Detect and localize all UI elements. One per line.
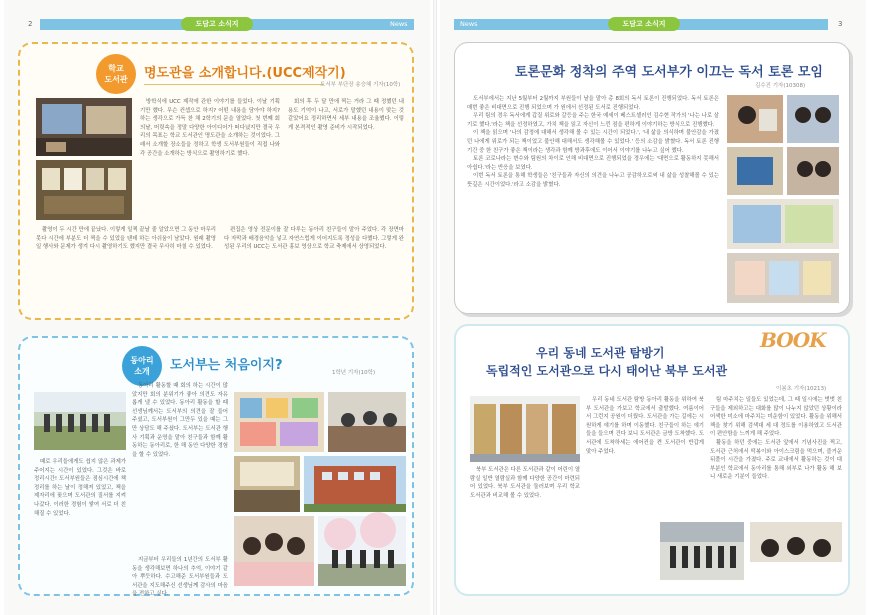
article-ucc [18, 42, 414, 320]
article-body-top [132, 382, 228, 552]
paragraph: 이 책을 읽으며 '나의 감정에 대해서 생각해 볼 수 있는 시간이 되었다.', '내 삶을 의식하며 불안감을 가졌던 나에게 위로가 되는 책이었고 불안해 대해서도 생각해볼 수 있었다.' 등의 소감을 밝혔다. 독서 토론 진행 기간 중 한 친구가 좋은 책이라는 생각과 함께 방과후에도 이어서 이야기를 나누고 싶어 했다. [467, 130, 719, 154]
paragraph: 우리 동네 도서관 탐방 동아리 활동을 위하여 북부 도서관을 가보고 학교에서 출발했다. 여름이어서 그런지 공원이 더웠다. 도서관을 가는 길에는 시원하게 얘기를 하며 이동했다. 친구들이 하는 얘기들을 들으며 건다 보니 도서관은 금방 도착했다. 도서관에 도착하세는 에어컨을 켠 도서관이 반갑게 맞아 주었다. [586, 397, 704, 455]
article-body [467, 95, 719, 305]
paragraph: 토론 코로나라는 변수와 팀원의 차이로 인해 비대면으로 진행되었을 경우에는 '대면으로 활동하지 못해서 아쉽다.'라는 반응을 보였다. [467, 156, 719, 171]
article-body-bottom [34, 458, 126, 590]
paragraph: 활동을 하던 중에는 도서관 앞에서 기념사진을 찍고, 도서관 근처에서 떡볶이와 아이스크림을 먹으며, 즐거운 뒤풀이 시간을 가졌다. 주로 교내에서 활동하는 것이 대부분인 학교에서 동아리를 통해 외부로 나가 활동 해 보니 새로운 기분이 들었다. [710, 439, 842, 481]
photo-library-interior [470, 396, 580, 462]
photo-debate-2 [787, 95, 839, 143]
article-body-top [140, 98, 280, 222]
article-title-line1: 우리 동네 도서관 탐방기 [536, 346, 665, 360]
header-news-tag: News [390, 20, 408, 28]
section-badge-school-library: 학교 도서관 [96, 54, 136, 94]
header-title-pill: 도담고 소식지 [181, 17, 253, 31]
article-byline: 1학년 기자(10학) [332, 370, 376, 376]
paragraph: 촬영이 두 시간 만에 끝났다. 이렇게 일찍 끝날 줄 알았으면 그 동안 마무리 못다 시간에 부분도 더 찍을 수 있었을 텐데 하는 아쉬움이 남았다. 원래 촬영 일 행사와 문제가 생겨 다시 촬영하기도 했지만 결국 무사히 마칠 수 있었다. [36, 227, 216, 251]
article-title: 토론문화 정착의 주역 도서부가 이끄는 독서 토론 모임 [515, 65, 823, 80]
photo-debate-4 [787, 147, 839, 195]
book-logo: BOOK [760, 328, 826, 352]
article-byline: 김수진 기자(10308) [755, 83, 806, 89]
article-body-col2 [470, 466, 580, 590]
photo-bulletin-board [234, 392, 324, 452]
paragraph: 우리 팀의 경우 독서에게 갑질 위로와 갈등을 주는 한국 예세이 베스트셀러인 김수현 작가의 '나는 나로 살기로 했다.'라는 책을 선정하였고, 가치 책을 읽고 자신이 느낀 점을 편하게 이야기하는 방식으로 진행했다. [467, 113, 719, 128]
paragraph: 때로 우리들에게도 쉽지 않은 과제가 주어지는 시간이 있었다. 그것은 바로 정리시간! 도서부원들은 점심시간에 책 정리를 하는 날이 정해져 있었고, 책을 제자리에 꽂으며 도서관의 질서를 지켜 나갔다. 이러한 경험이 쌓여 서로 더 친해질 수 있었다. [34, 459, 126, 517]
article-title-line2: 독립적인 도서관으로 다시 태어난 북부 도서관 [486, 364, 728, 378]
paragraph: 도서부에서는 지난 5월부터 2월까지 부원들이 날을 맡아 총 8회의 독서 토론이 진행되었다. 독서 토론은 매번 좋은 비대면으로 진행 되었으며 가 원에서 선정된 도서로 진행되었다. [467, 96, 719, 111]
paragraph: 동아리 활동할 때 회의 하는 시간이 많았지만 회의 분위기가 좋아 의견도 자유롭게 낼 수 있었다. 동아리 활동을 할 때 선생님께서는 도서부의 의견을 잘 들어 주셨고, 도서부원이 그만두 있을 때는 그만 상담도 해 주셨다. 도서부는 도서관 행사 기획과 운영을 맡아 친구들과 함께 활동하는 동아리로, 한 해 동안 다양한 경험을 할 수 있었다. [132, 383, 228, 458]
article-body-closing [132, 556, 228, 598]
photo-debate-5 [727, 199, 839, 249]
page-fold [433, 0, 437, 615]
photo-debate-6 [727, 253, 839, 303]
paragraph: 방학식에 UCC 제작에 관한 이야기를 들었다. 이날 기획기만 했다. 무슨 컨셉으로 하지? 어떤 내용을 담아야 하지? 하는 생각으로 가득 찬 채 2학기의 문을 열었다. 첫 번째 회의날, 머릿속을 정말 다양한 아이디어가 떠다녔지만 결국 우리의 목표는 학교 도서관인 명도관을 소개하는 것이었다. 그래서 소개할 장소들을 정하고 학생 도서부원들이 직접 나와 각 공간을 소개하는 방식으로 촬영하기로 했다. [140, 99, 280, 157]
photo-club-meeting [328, 392, 406, 452]
paragraph: 북부 도서관은 다른 도서관과 같이 어린이 열람실 일반 열람실과 함께 다양한 공간이 마련되어 있었다. 북부 도서관을 둘러보며 우리 학교 도서관과 비교해 볼 수 있었다. [470, 467, 581, 499]
article-byline: 이봄초 기자(10213) [776, 386, 827, 392]
article-body-right [288, 98, 404, 222]
article-body-bottom-right [224, 226, 404, 314]
title-underline [144, 84, 324, 85]
right-page [440, 0, 866, 615]
paragraph: 편집은 영상 전문이를 잘 다루는 동아리 친구들이 맡아 주었다. 각 장면마다 자막과 배경음악을 넣고 자연스럽게 이어지도록 정성을 다했다. 그렇게 완성된 우리의 UCC는 도서관 홍보 영상으로 학교 축제에서 상영되었다. [224, 227, 404, 251]
paragraph: 지금부터 우리들의 1년간의 도서부 활동을 생각해보면 하나의 추억, 이야기 같아 뿌듯하다. 수고해준 도서부원들과 도서관을 지도해주신 선생님께 감사의 마음을 전하고 싶다. [132, 557, 228, 598]
photo-debate-1 [727, 95, 783, 143]
left-page [4, 0, 430, 615]
article-title: 명도관을 소개합니다.(UCC제작기) [144, 66, 346, 81]
article-library-club [18, 336, 414, 596]
article-body-col3 [710, 396, 842, 504]
page-number: 3 [838, 20, 843, 28]
photo-library-screen [36, 98, 132, 156]
paragraph: 팀 마주치는 일들도 있었는데, 그 때 일시에는 벗벗 친구들을 제외하고는 대화를 많이 나누지 않았던 상황이라 어색한 미소에 마주치는 미운함이 있었다. 활동을 위해서 책을 찾기 위해 검색대 세 대 정도를 이용하였고 도서관이 편안함을 느끼게 해 주었다. [710, 397, 842, 438]
photo-club-group-outdoor [34, 392, 126, 450]
section-badge-club: 동아리 소개 [122, 346, 162, 386]
photo-group-indoor [750, 522, 842, 580]
paragraph: 이번 독서 토론을 통해 학생들은 '친구들과 자신의 의견을 나누고 공감하오로써 내 삶을 성찰해볼 수 있는 뜻깊은 시간이었다.'라고 소감을 밝혔다. [467, 173, 719, 188]
photo-club-room [234, 456, 300, 512]
header-news-tag: News [460, 20, 478, 28]
photo-group-selfie [234, 516, 314, 586]
photo-library-items [36, 160, 132, 220]
photo-debate-3 [727, 147, 783, 195]
right-running-header [440, 19, 866, 30]
article-body-bottom-left [36, 226, 216, 314]
photo-school-building [304, 456, 406, 512]
photo-group-library-front [660, 522, 744, 580]
article-library-visit [454, 324, 850, 596]
header-title-pill: 도담고 소식지 [608, 17, 680, 31]
article-byline: 도서부 부단장 송승혜 기자(10학) [320, 82, 401, 88]
paragraph: 회의 후 두 달 만에 찍는 거라 그 때 정했던 내용도 기억이 나고, 서로가 말했던 내용이 맞는 것 같았어요 정리하면서 세부 내용을 조율했다. 이렇게 본격적인 촬영 준비가 시작되었다. [288, 99, 404, 131]
page-number: 2 [28, 20, 33, 28]
photo-cherry-blossom-group [318, 516, 406, 586]
left-running-header [4, 19, 430, 30]
article-reading-debate [454, 42, 850, 314]
article-title: 도서부는 처음이지? [170, 358, 283, 373]
